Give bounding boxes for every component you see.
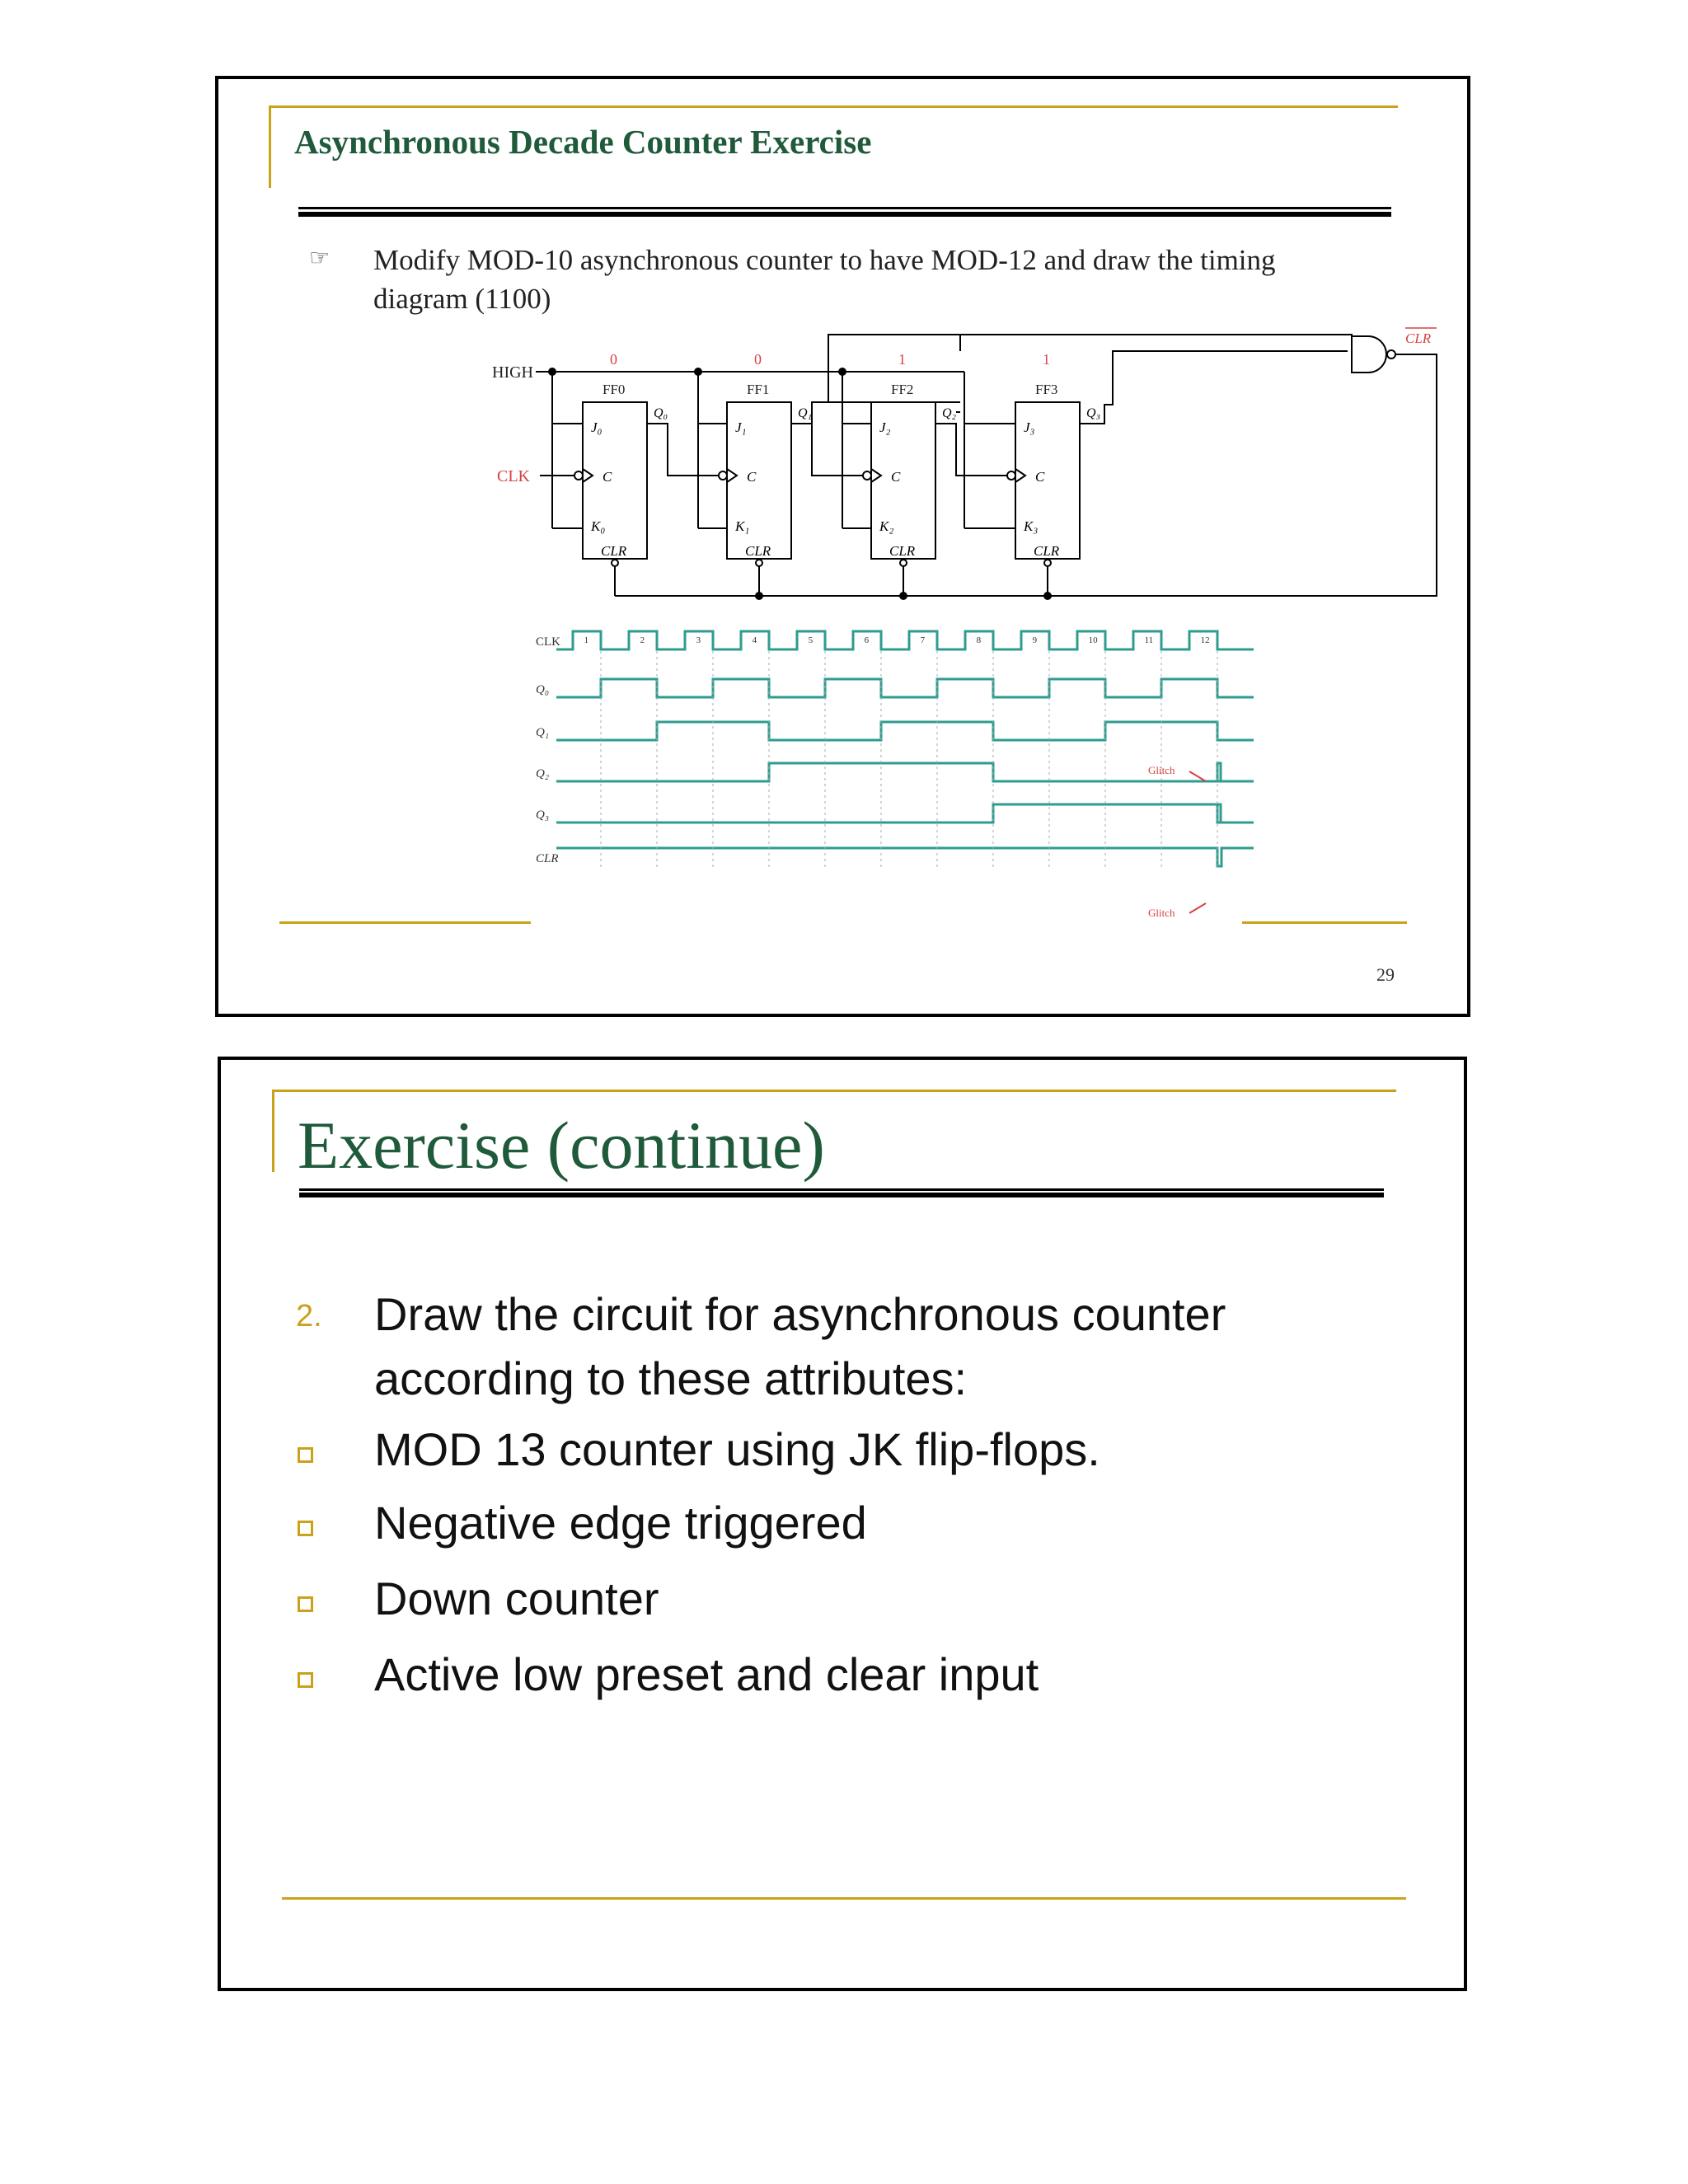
ff1-clr: CLR — [745, 543, 771, 559]
glitch-arrow — [1189, 771, 1206, 781]
clock-pulse-label: 10 — [1088, 635, 1098, 645]
q1-trace — [556, 722, 1254, 740]
clock-pulse-label: 12 — [1200, 635, 1210, 645]
ff1-name: FF1 — [747, 382, 770, 397]
ff2-k: K₂ — [879, 518, 894, 534]
ff0-c: C — [603, 469, 612, 485]
title-rule-thin — [299, 1188, 1384, 1191]
nand-clr-label: CLR — [1405, 330, 1432, 346]
high-label: HIGH — [492, 363, 533, 382]
timing-label-1: Q₀ — [536, 683, 550, 696]
square-bullet-icon — [298, 1596, 313, 1612]
clock-pulse-label: 6 — [864, 635, 870, 645]
sub-item: Down counter — [374, 1572, 659, 1624]
pointing-hand-icon: ☞ — [309, 246, 331, 271]
item-text-line-2: according to these attributes: — [374, 1352, 968, 1404]
ff3-c: C — [1035, 469, 1045, 485]
title-accent-horizontal — [272, 1090, 1396, 1092]
item-text-line-1: Draw the circuit for asynchronous counter — [374, 1288, 1226, 1340]
ff3-bit: 1 — [1043, 351, 1050, 368]
q3-trace — [556, 804, 1254, 823]
ff1-k: K₁ — [735, 518, 750, 534]
ff3-k: K₃ — [1024, 518, 1039, 534]
ff3-j: J₃ — [1024, 419, 1035, 435]
ff0-k: K₀ — [591, 518, 606, 534]
clock-pulse-label: 9 — [1032, 635, 1038, 645]
clock-pulse-label: 1 — [584, 635, 589, 645]
timing-label-3: Q₂ — [536, 767, 550, 780]
clock-pulse-label: 2 — [640, 635, 645, 645]
ff0-bit: 0 — [610, 351, 617, 368]
ff2-bit: 1 — [898, 351, 906, 368]
sub-item: Negative edge triggered — [374, 1497, 867, 1549]
clk-label: CLK — [497, 467, 530, 485]
ff3-clr: CLR — [1034, 543, 1060, 559]
slide-title: Asynchronous Decade Counter Exercise — [294, 123, 872, 161]
timing-label-2: Q₁ — [536, 726, 550, 739]
item-number: 2. — [296, 1299, 322, 1333]
item-text — [374, 1282, 1404, 1411]
slide-2 — [218, 1057, 1467, 1991]
title-accent-vertical — [272, 1090, 274, 1172]
ff2-name: FF2 — [891, 382, 914, 397]
page-number: 29 — [1376, 964, 1395, 985]
square-bullet-icon — [298, 1672, 313, 1688]
clock-pulse-label: 7 — [920, 635, 926, 645]
slide-1 — [215, 76, 1470, 1017]
clock-pulse-label: 3 — [696, 635, 701, 645]
clock-pulse-label: 5 — [808, 635, 814, 645]
timing-label-4: Q₃ — [536, 808, 550, 822]
ff1-j: J₁ — [735, 419, 747, 435]
glitch-trace — [1217, 763, 1221, 781]
footer-rule — [282, 1897, 1406, 1900]
square-bullet-icon — [298, 1521, 313, 1536]
clock-pulse-label: 8 — [976, 635, 982, 645]
sub-item: MOD 13 counter using JK flip-flops. — [374, 1423, 1100, 1475]
ff1-q: Q₁ — [798, 406, 813, 420]
timing-label-5: CLR — [536, 852, 559, 865]
glitch-label: Glitch — [1148, 907, 1175, 919]
glitch-arrow — [1189, 903, 1206, 913]
ff0-name: FF0 — [603, 382, 626, 397]
footer-rule-left — [279, 921, 531, 924]
ff2-q: Q₂ — [942, 406, 957, 420]
bullet-text: Modify MOD-10 asynchronous counter to have MOD-12 and draw the timing diagram (1100) — [373, 244, 1276, 315]
title-rule-thick — [299, 1193, 1384, 1197]
ff3-q: Q₃ — [1086, 406, 1101, 420]
glitch-trace — [1217, 804, 1221, 823]
ff0-clr: CLR — [601, 543, 627, 559]
ff3-name: FF3 — [1035, 382, 1058, 397]
clock-pulse-label: 11 — [1144, 635, 1154, 645]
q0-trace — [556, 679, 1254, 697]
ff1-c: C — [747, 469, 757, 485]
clock-pulse-label: 4 — [752, 635, 757, 645]
timing-diagram — [218, 79, 1474, 1020]
ff1-bit: 0 — [754, 351, 762, 368]
ff2-clr: CLR — [889, 543, 916, 559]
ff0-q: Q₀ — [654, 406, 668, 420]
ff2-c: C — [891, 469, 901, 485]
glitch-label: Glitch — [1148, 764, 1175, 776]
sub-item: Active low preset and clear input — [374, 1648, 1039, 1700]
footer-rule-right — [1242, 921, 1407, 924]
timing-label-0: CLK — [536, 635, 560, 649]
ff2-j: J₂ — [879, 419, 891, 435]
ff0-j: J₀ — [591, 419, 603, 435]
square-bullet-icon — [298, 1447, 313, 1463]
slide-title: Exercise (continue) — [298, 1108, 825, 1183]
clr-trace — [556, 848, 1254, 866]
